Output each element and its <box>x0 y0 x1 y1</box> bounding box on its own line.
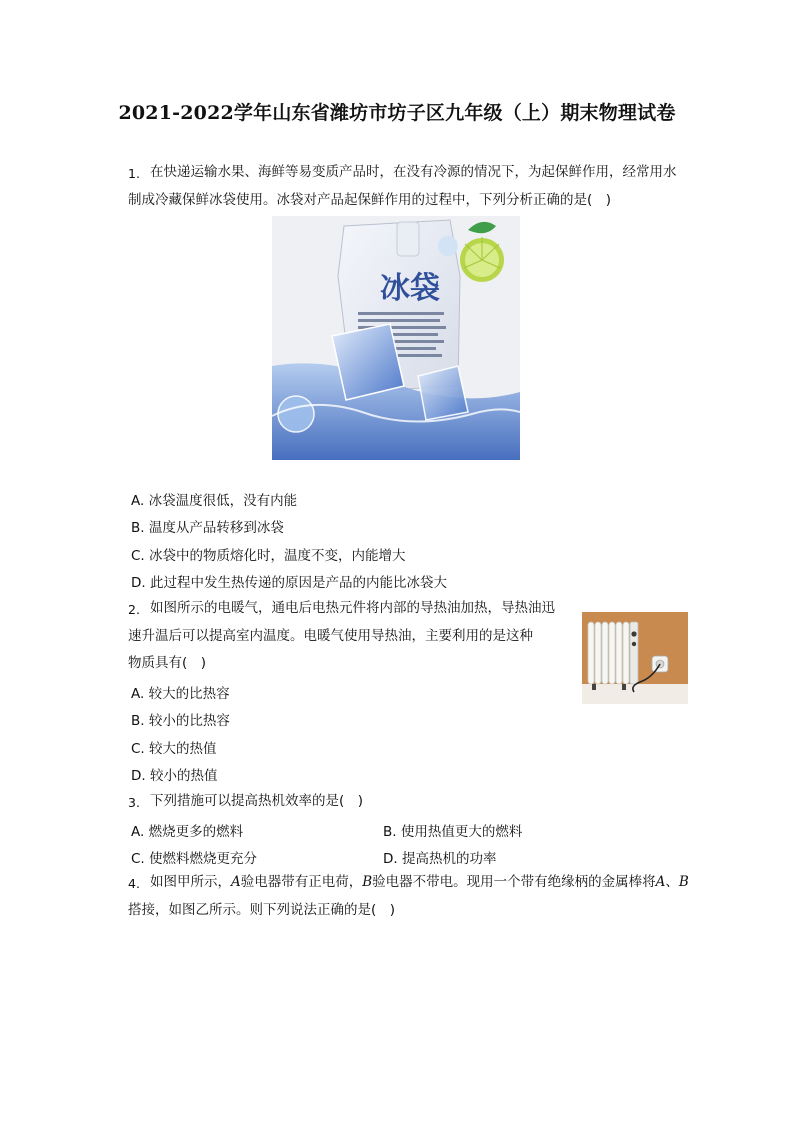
ice-bag-label: 冰袋 <box>380 271 440 306</box>
question-3-text-line1: 下列措施可以提高热机效率的是( ) <box>150 793 364 809</box>
question-4-text-line2: 搭接，如图乙所示。则下列说法正确的是( ) <box>128 902 396 918</box>
question-2-option-b: B. 较小的比热容 <box>131 713 230 729</box>
question-1-option-a: A. 冰袋温度很低，没有内能 <box>131 493 298 509</box>
question-3-option-d: D. 提高热机的功率 <box>383 851 497 867</box>
question-2-option-d: D. 较小的热值 <box>131 768 218 784</box>
question-3-number: 3. <box>128 795 140 810</box>
question-2-text-line3: 物质具有( ) <box>128 655 207 671</box>
ice-bag-image <box>272 216 520 460</box>
question-1-option-c: C. 冰袋中的物质熔化时，温度不变，内能增大 <box>131 548 406 564</box>
question-4-number: 4. <box>128 876 140 891</box>
page-title: 2021-2022学年山东省潍坊市坊子区九年级（上）期末物理试卷 <box>118 102 676 124</box>
question-3-option-a: A. 燃烧更多的燃料 <box>131 824 244 840</box>
question-1-text-line1: 在快递运输水果、海鲜等易变质产品时，在没有冷源的情况下，为起保鲜作用，经常用水 <box>150 164 677 180</box>
question-1-number: 1. <box>128 166 140 181</box>
question-2-number: 2. <box>128 602 140 617</box>
question-3-option-c: C. 使燃料燃烧更充分 <box>131 851 258 867</box>
question-1-option-d: D. 此过程中发生热传递的原因是产品的内能比冰袋大 <box>131 575 447 591</box>
question-3-option-b: B. 使用热值更大的燃料 <box>383 824 523 840</box>
question-2-text-line1: 如图所示的电暖气，通电后电热元件将内部的导热油加热，导热油迅 <box>150 600 555 616</box>
question-1-text-line2: 制成冷藏保鲜冰袋使用。冰袋对产品起保鲜作用的过程中，下列分析正确的是( ) <box>128 192 612 208</box>
radiator-image <box>582 612 688 704</box>
question-1-option-b: B. 温度从产品转移到冰袋 <box>131 520 284 536</box>
question-2-text-line2: 速升温后可以提高室内温度。电暖气使用导热油，主要利用的是这种 <box>128 628 533 644</box>
question-2-option-a: A. 较大的比热容 <box>131 686 230 702</box>
question-4-text-line1: 如图甲所示，A验电器带有正电荷，B验电器不带电。现用一个带有绝缘柄的金属棒将A、B <box>150 874 689 890</box>
question-2-option-c: C. 较大的热值 <box>131 741 217 757</box>
